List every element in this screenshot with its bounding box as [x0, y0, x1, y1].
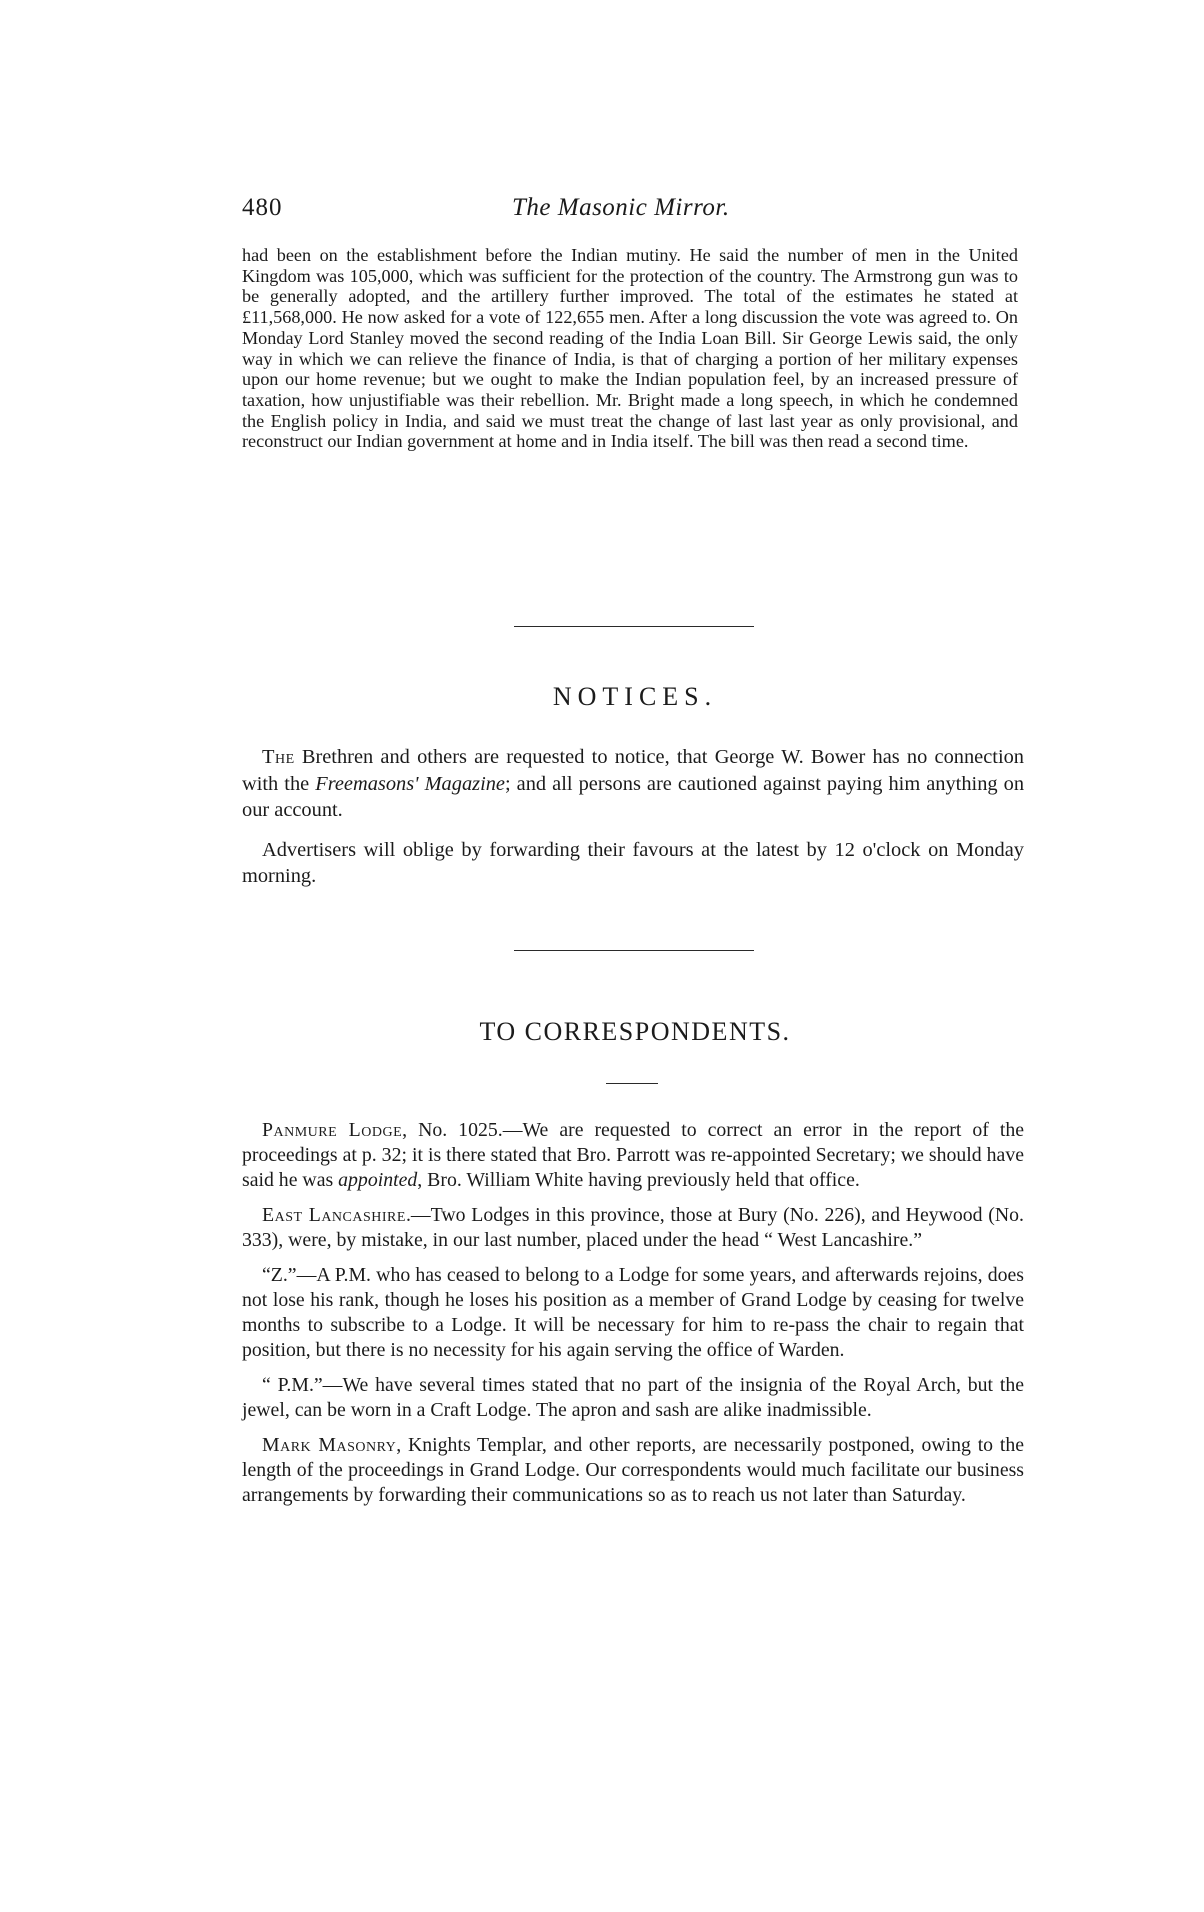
notice-lead: The	[262, 746, 295, 768]
notice-magazine-title: Freemasons' Magazine	[315, 772, 505, 795]
divider-rule-short	[606, 1083, 658, 1084]
notices-section	[242, 744, 1024, 903]
correspondent-item	[242, 1433, 1024, 1508]
item-text-b: , Bro. William White having previously held that office.	[417, 1169, 860, 1191]
page-header	[242, 194, 1022, 234]
correspondent-item	[242, 1373, 1024, 1423]
item-lead: Panmure Lodge	[262, 1119, 403, 1141]
intro-text: had been on the establishment before the Indian mutiny. He said the number of men in the United Kingdom was 105,000, which was sufficient for the protection of the country. The Armstrong gun was to be generally adopted, and the artillery further improved. The total of the estimates he stated at £11,568,000. He now asked for a vote of 122,655 men. After a long discussion the vote was agreed to. On Monday Lord Stanley moved the second reading of the India Loan Bill. Sir George Lewis said, the only way in which we can relieve the finance of India, is that of charging a portion of her military expenses upon our home revenue; but we ought to make the Indian population feel, by an increased pressure of taxation, how unjustifiable was their rebellion. Mr. Bright made a long speech, in which he condemned the English policy in India, and said we must treat the change of last last year as only provisional, and reconstruct our Indian government at home and in India itself. The bill was then read a second time.	[242, 245, 1018, 452]
correspondents-heading: TO CORRESPONDENTS.	[479, 1017, 791, 1046]
notice-paragraph-1	[242, 744, 1024, 824]
notices-heading: NOTICES.	[552, 682, 718, 711]
notice-text-a: Brethren and others are requested to notice, that George W. Bower has no connection with the	[242, 746, 1024, 795]
divider-rule-2	[514, 950, 754, 951]
correspondent-item	[242, 1203, 1024, 1253]
item-text-a: .—Two Lodges in this province, those at Bury (No. 226), and Heywood (No. 333), were, by mistake, in our last number, placed under the head “ West Lancashire.”	[242, 1204, 1024, 1251]
correspondents-section	[242, 1118, 1024, 1518]
item-text-a: “ P.M.”—We have several times stated that no part of the insignia of the Royal Arch, but the jewel, can be worn in a Craft Lodge. The apron and sash are alike inadmissible.	[242, 1374, 1024, 1421]
item-text-a: , Knights Templar, and other reports, are necessarily postponed, owing to the length of the proceedings in Grand Lodge. Our correspondents would much facilitate our business arrangements by forwarding their communications so as to reach us not later than Saturday.	[242, 1434, 1024, 1506]
correspondent-item	[242, 1263, 1024, 1363]
notice-text-b: ; and all persons are cautioned against paying him anything on our account.	[242, 772, 1025, 821]
item-text-a: “Z.”—A P.M. who has ceased to belong to a Lodge for some years, and afterwards rejoins, does not lose his rank, though he loses his position as a member of Grand Lodge by ceasing for twelve months to subscribe to a Lodge. It will be necessary for him to re-pass the chair to regain that position, but there is no necessity for his again serving the office of Warden.	[242, 1264, 1024, 1361]
correspondent-item	[242, 1118, 1024, 1193]
intro-paragraph	[242, 245, 1018, 452]
divider-rule-1	[514, 626, 754, 627]
item-text-a: , No. 1025.—We are requested to correct an error in the report of the proceedings at p. 32; it is there stated that Bro. Parrott was re-appointed Secretary; we should have said he was	[242, 1119, 1024, 1191]
notice-paragraph-2: Advertisers will oblige by forwarding their favours at the latest by 12 o'clock on Monday morning.	[242, 838, 1024, 887]
item-italic: appointed	[338, 1169, 418, 1191]
page-number: 480	[242, 194, 283, 221]
item-lead: Mark Masonry	[262, 1434, 397, 1456]
running-title: The Masonic Mirror.	[512, 194, 730, 221]
item-lead: East Lancashire	[262, 1204, 406, 1226]
